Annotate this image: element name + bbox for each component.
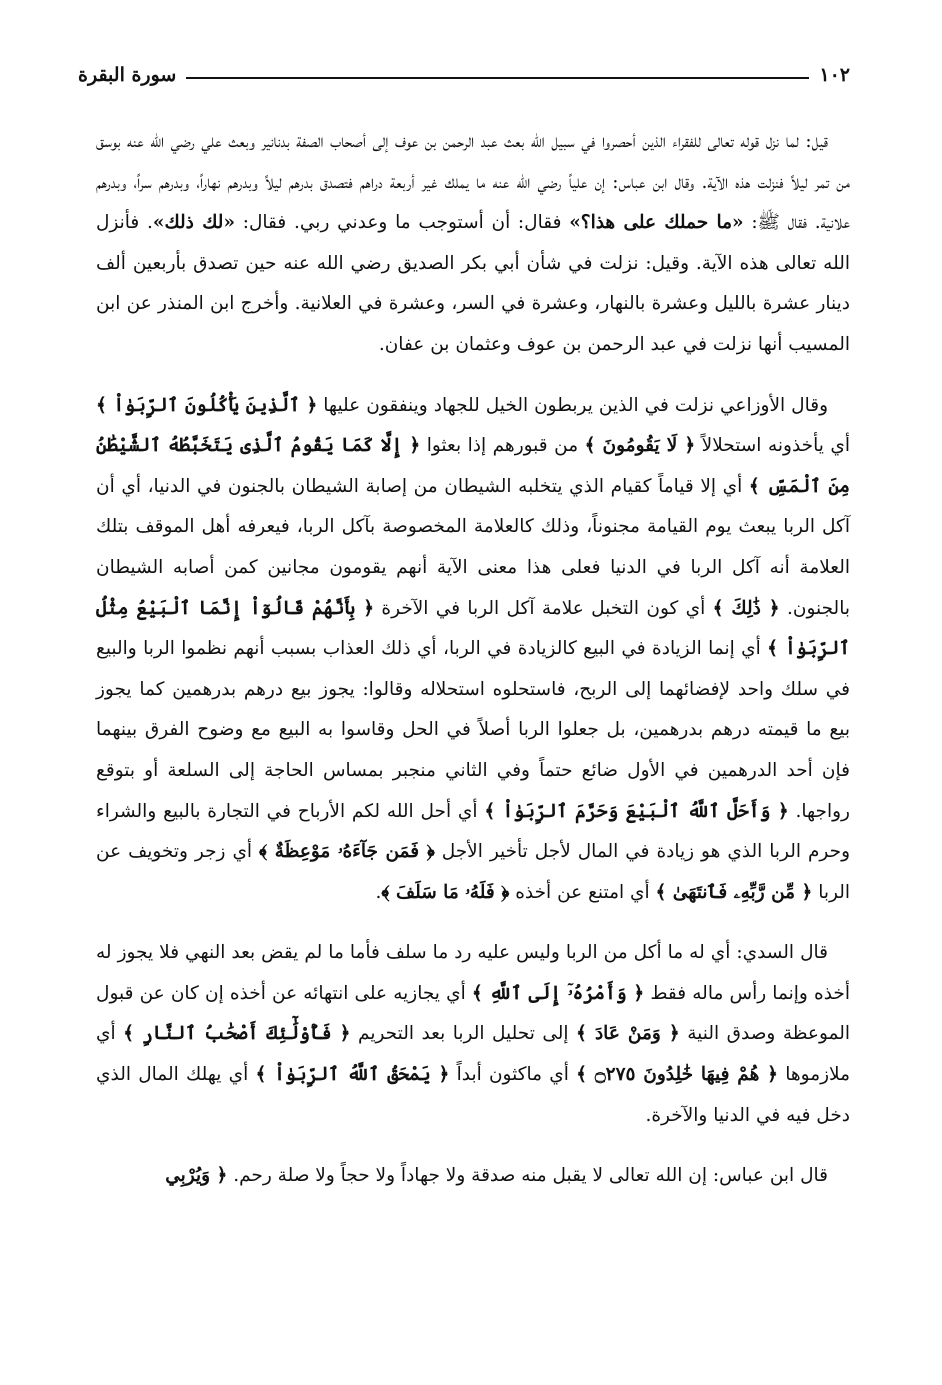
text-segment: وقال الأوزاعي نزلت في الذين يربطون الخيل للجهاد وينفقون عليها xyxy=(317,394,828,416)
page-body xyxy=(96,122,850,1197)
text-segment: أي كون التخبل علامة آكل الربا في الآخرة xyxy=(374,597,713,619)
quran-verse: ﴿ وَأَمْرُهُۥٓ إِلَى ٱللَّهِ ﴾ xyxy=(471,982,645,1004)
quran-verse: ﴿ هُمْ فِيهَا خَٰلِدُونَ ۝٢٧٥ ﴾ xyxy=(576,1064,778,1086)
text-segment: من قبورهم إذا بعثوا xyxy=(420,435,585,457)
quran-verse: ﴿ يَمْحَقُ ٱللَّهُ ٱلرِّبَوٰاْ ﴾ xyxy=(255,1064,450,1086)
text-segment: قال السدي: أي له ما أكل من الربا وليس عليه رد ما سلف فأما ما لم يقض بعد النهي فلا يجوز له أخذه وإنما رأس ماله فقط xyxy=(96,942,850,1004)
paragraph xyxy=(96,386,850,914)
header-rule xyxy=(186,77,809,79)
text-segment: . xyxy=(375,881,382,903)
quran-verse: ﴿ ٱلَّذِينَ يَأْكُلُونَ ٱلرِّبَوٰاْ ﴾ xyxy=(96,394,318,416)
text-segment: أي يجازيه على انتهائه عن أخذه إن كان عن قبول الموعظة وصدق النية xyxy=(96,982,851,1045)
quran-verse: ﴿ إِلَّا كَمَا يَقُومُ ٱلَّذِى يَتَخَبَّطُهُ ٱلشَّيْطَٰنُ مِنَ ٱلْمَسِّ ﴾ xyxy=(96,435,850,497)
paragraph xyxy=(96,933,850,1136)
text-segment: . فأنزل الله تعالى هذه الآية. وقيل: نزلت في شأن أبي بكر الصديق رضي الله عنه حين تصدق بأربعين ألف دينار عشرة بالليل وعشرة بالنهار، وعشرة في السر، وعشرة في العلانية. وأخرج ابن المنذر عن ابن المسيب أنها نزلت في عبد الرحمن بن عوف وعثمان بن عفان. xyxy=(96,212,850,355)
text-segment: أي يأخذونه استحلالاً xyxy=(695,435,850,457)
page-header xyxy=(78,58,850,92)
page-number: ١٠٢ xyxy=(819,64,850,86)
paragraph xyxy=(96,1156,850,1197)
text-segment: قال ابن عباس: إن الله تعالى لا يقبل منه صدقة ولا جهاداً ولا حجاً ولا صلة رحم. xyxy=(227,1165,828,1187)
quran-verse: ﴿ وَأَحَلَّ ٱللَّهُ ٱلْبَيْعَ وَحَرَّمَ ٱلرِّبَوٰاْ ﴾ xyxy=(484,800,789,822)
quran-verse: ﴿ وَمَنْ عَادَ ﴾ xyxy=(576,1023,680,1045)
text-segment: أي أحل الله لكم الأرباح في التجارة بالبيع والشراء وحرم الربا الذي هو زيادة في المال لأجل تأخير الأجل xyxy=(96,800,850,863)
quran-verse: ﴿ فَأُوْلَٰٓئِكَ أَصْحَٰبُ ٱلنَّارِ ﴾ xyxy=(123,1023,351,1045)
quran-verse: ﴿ لَا يَقُومُونَ ﴾ xyxy=(584,435,696,457)
text-segment: أي إلا قياماً كقيام الذي يتخلبه الشيطان من إصابة الشيطان بالجنون في الدنيا، أي أن آكل الربا يبعث يوم القيامة مجنوناً، وذلك كالعلامة المخصوصة بآكل الربا، فيعرفه أهل الموقف بتلك العلامة أنه آكل الربا في الدنيا فعلى هذا معنى الآية أنهم يقومون مجانين كمن أصابه الشيطان بالجنون. xyxy=(96,475,850,619)
quran-verse: ﴿ مِّن رَّبِّهِۦ فَٱنتَهَىٰ ﴾ xyxy=(655,881,813,903)
text-segment: أي زجر وتخويف عن الربا xyxy=(96,841,850,903)
text-segment: أي ماكثون أبداً xyxy=(449,1064,577,1086)
quran-verse: ﴿ بِأَنَّهُمْ قَالُوٓاْ إِنَّمَا ٱلْبَيْعُ مِثْلُ ٱلرِّبَوٰاْ ﴾ xyxy=(96,597,850,660)
hadith-quote: «لك ذلك» xyxy=(152,212,236,234)
text-segment: إلى تحليل الربا بعد التحريم xyxy=(350,1023,577,1045)
quran-verse: ﴿ فَمَن جَآءَهُۥ مَوْعِظَةٌ ﴾ xyxy=(259,841,435,863)
text-segment: أي ملازموها xyxy=(96,1023,850,1086)
text-segment: قيل: لما نزل قوله تعالى للفقراء الذين أحصروا في سبيل الله بعث عبد الرحمن بن عوف إلى أصحاب الصفة بدنانير وبعث علي رضي الله عنه بوسق من تمر ليلاً فنزلت هذه الآية. وقال ابن عباس: إن علياً رضي الله عنه ما يملك غير أربعة دراهم فتصدق بدرهم ليلاً وبدرهم نهاراً، وبدرهم سراً، وبدرهم علانية. فقال ﷺ: xyxy=(96,131,850,234)
quran-verse: ﴿ فَلَهُۥ مَا سَلَفَ ﴾ xyxy=(381,881,510,903)
surah-title: سورة البقرة xyxy=(78,64,177,86)
text-segment: أي يهلك المال الذي دخل فيه في الدنيا والآخرة. xyxy=(96,1064,850,1126)
text-segment: أي إنما الزيادة في البيع كالزيادة في الربا، أي ذلك العذاب بسبب أنهم نظموا الربا والبيع في سلك واحد لإفضائهما إلى الربح، فاستحلوه استحلاله وقالوا: يجوز بيع درهم بدرهمين كما يجوز بيع ما قيمته درهم بدرهمين، بل جعلوا الربا أصلاً في الحل وقاسوا به البيع مع وضوح الفرق بينهما فإن أحد الدرهمين في الأول ضائع حتماً وفي الثاني منجبر بمساس الحاجة إلى السلعة أو بتوقع رواجها. xyxy=(96,638,850,822)
hadith-quote: «ما حملك على هذا؟» xyxy=(569,212,744,234)
text-segment: أي امتنع عن أخذه xyxy=(509,881,656,903)
quran-verse: ﴿ ذَٰلِكَ ﴾ xyxy=(712,597,780,619)
quran-verse: ﴿ وَيُرْبِي xyxy=(165,1165,228,1187)
text-segment: فقال: أن أستوجب ما وعدني ربي. فقال: xyxy=(235,212,570,234)
paragraph xyxy=(96,122,850,366)
